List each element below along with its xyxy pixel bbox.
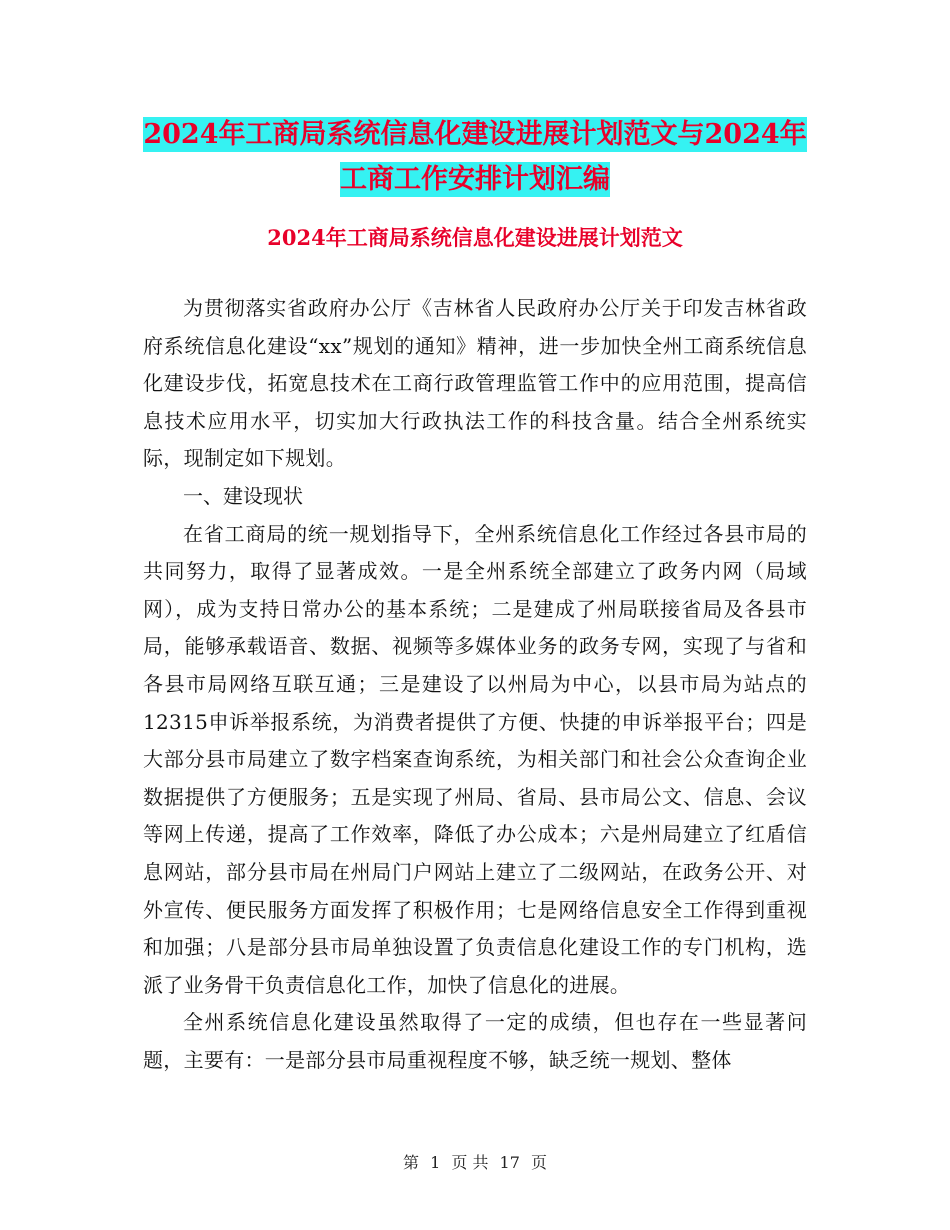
document-body [143, 290, 807, 1079]
page-footer [0, 1150, 950, 1173]
section-title: 2024年工商局系统信息化建设进展计划范文 [267, 225, 683, 250]
paragraph-intro: 为贯彻落实省政府办公厅《吉林省人民政府办公厅关于印发吉林省政府系统信息化建设“xx”规划的通知》精神，进一步加快全州工商系统信息化建设步伐，拓宽息技术在工商行政管理监管工作中的应用范围，提高信息技术应用水平，切实加大行政执法工作的科技含量。结合全州系统实际，现制定如下规划。 [143, 296, 807, 471]
footer-label-post: 页 [531, 1153, 548, 1172]
paragraph-problems: 全州系统信息化建设虽然取得了一定的成绩，但也存在一些显著问题，主要有：一是部分县市局重视程度不够，缺乏统一规划、整体 [143, 1010, 807, 1072]
paragraph-achievements: 在省工商局的统一规划指导下，全州系统信息化工作经过各县市局的共同努力，取得了显著成效。一是全州系统全部建立了政务内网（局域网），成为支持日常办公的基本系统；二是建成了州局联接省局及各县市局，能够承载语音、数据、视频等多媒体业务的政务专网，实现了与省和各县市局网络互联互通；三是建设了以州局为中心，以县市局为站点的12315申诉举报系统，为消费者提供了方便、快捷的申诉举报平台；四是大部分县市局建立了数字档案查询系统，为相关部门和社会公众查询企业数据提供了方便服务；五是实现了州局、省局、县市局公文、信息、会议等网上传递，提高了工作效率，降低了办公成本；六是州局建立了红盾信息网站，部分县市局在州局门户网站上建立了二级网站，在政务公开、对外宣传、便民服务方面发挥了积极作用；七是网络信息安全工作得到重视和加强；八是部分县市局单独设置了负责信息化建设工作的专门机构，选派了业务骨干负责信息化工作，加快了信息化的进展。 [143, 521, 807, 997]
footer-page-total: 17 [499, 1153, 520, 1172]
main-title-text: 2024年工商局系统信息化建设进展计划范文与2024年工商工作安排计划汇编 [143, 119, 807, 195]
footer-page-current: 1 [430, 1153, 441, 1172]
footer-label-pre: 第 [402, 1153, 419, 1172]
document-main-title [140, 112, 810, 202]
section-heading-status: 一、建设现状 [183, 483, 303, 508]
footer-label-mid: 页 共 [451, 1153, 489, 1172]
